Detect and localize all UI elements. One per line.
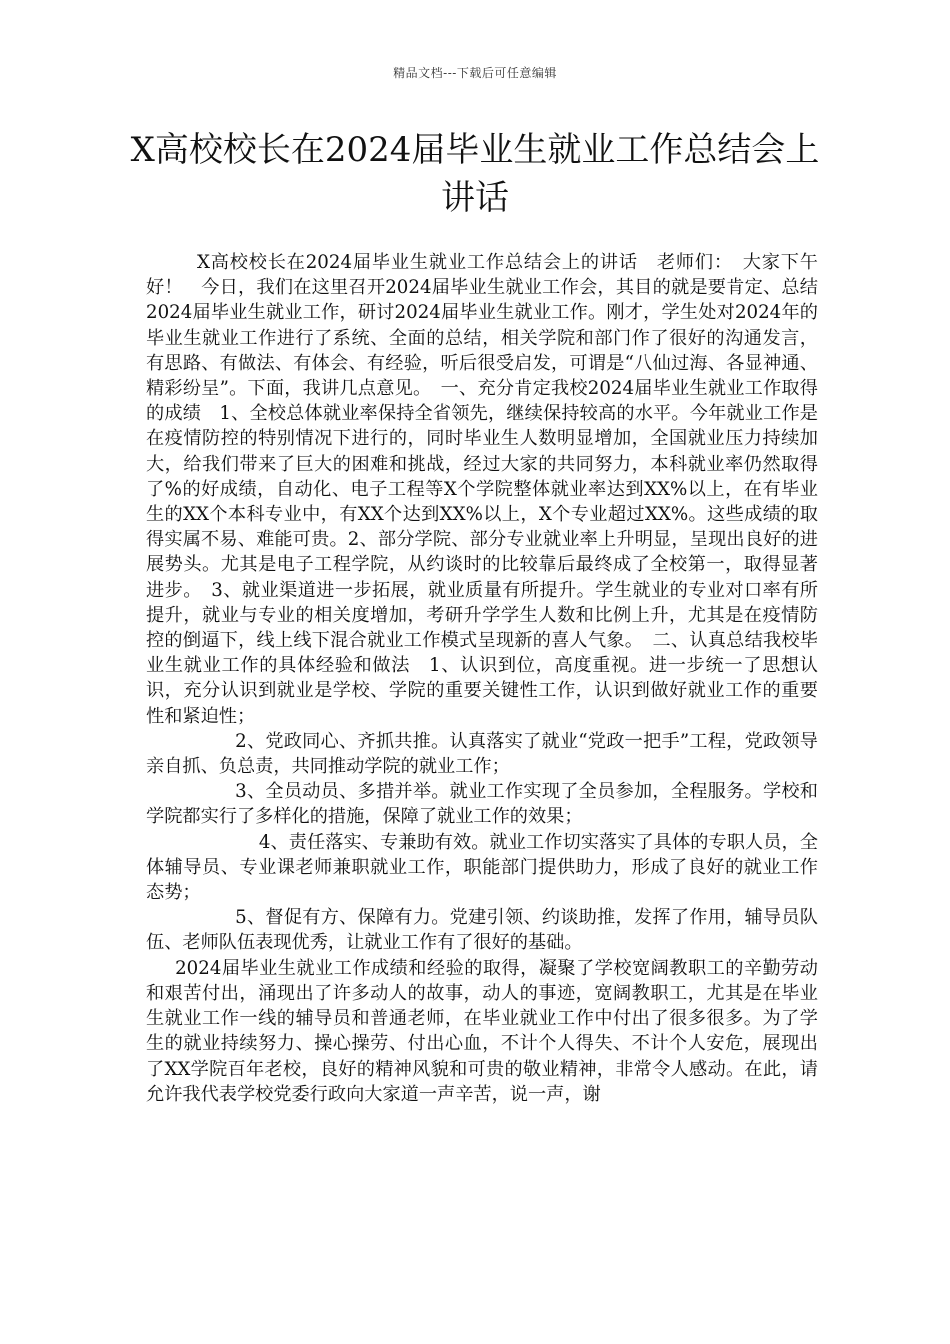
paragraph: 3、全员动员、多措并举。就业工作实现了全员参加，全程服务。学校和学院都实行了多样化的措施，保障了就业工作的效果； — [146, 781, 818, 828]
header-note: 精品文档---下载后可任意编辑 — [393, 66, 557, 80]
paragraph: 4、责任落实、专兼助有效。就业工作切实落实了具体的专职人员，全体辅导员、专业课老师兼职就业工作，职能部门提供助力，形成了良好的就业工作态势； — [146, 831, 818, 904]
document-title: X高校校长在2024届毕业生就业工作总结会上讲话 — [130, 130, 820, 218]
document-body — [146, 250, 818, 1107]
paragraph: X高校校长在2024届毕业生就业工作总结会上的讲话 老师们： 大家下午好！ 今日，我们在这里召开2024届毕业生就业工作会，其目的就是要肯定、总结2024届毕业生就业工作，研讨2024届毕业生就业工作。刚才，学生处对2024年的毕业生就业工作进行了系统、全面的总结，相关学院和部门作了很好的沟通发言，有思路、有做法、有体会、有经验，听后很受启发，可谓是“八仙过海、各显神通、精彩纷呈”。下面，我讲几点意见。 一、充分肯定我校2024届毕业生就业工作取得的成绩 1、全校总体就业率保持全省领先，继续保持较高的水平。今年就业工作是在疫情防控的特别情况下进行的，同时毕业生人数明显增加，全国就业压力持续加大，给我们带来了巨大的困难和挑战，经过大家的共同努力，本科就业率仍然取得了%的好成绩，自动化、电子工程等X个学院整体就业率达到XX%以上，在有毕业生的XX个本科专业中，有XX个达到XX%以上，X个专业超过XX%。这些成绩的取得实属不易、难能可贵。2、部分学院、部分专业就业率上升明显，呈现出良好的进展势头。尤其是电子工程学院，从约谈时的比较靠后最终成了全校第一，取得显著进步。 3、就业渠道进一步拓展，就业质量有所提升。学生就业的专业对口率有所提升，就业与专业的相关度增加，考研升学学生人数和比例上升，尤其是在疫情防控的倒逼下，线上线下混合就业工作模式呈现新的喜人气象。 二、认真总结我校毕业生就业工作的具体经验和做法 1、认识到位，高度重视。进一步统一了思想认识，充分认识到就业是学校、学院的重要关键性工作，认识到做好就业工作的重要性和紧迫性； — [146, 252, 818, 727]
paragraph: 2024届毕业生就业工作成绩和经验的取得，凝聚了学校宽阔教职工的辛勤劳动和艰苦付出，涌现出了许多动人的故事，动人的事迹，宽阔教职工，尤其是在毕业生就业工作一线的辅导员和普通老师，在毕业就业工作中付出了很多很多。为了学生的就业持续努力、操心操劳、付出心血，不计个人得失、不计个人安危，展现出了XX学院百年老校，良好的精神风貌和可贵的敬业精神，非常令人感动。在此，请允许我代表学校党委行政向大家道一声辛苦，说一声，谢 — [146, 957, 818, 1105]
paragraph: 5、督促有方、保障有力。党建引领、约谈助推，发挥了作用，辅导员队伍、老师队伍表现优秀，让就业工作有了很好的基础。 — [146, 907, 818, 954]
paragraph: 2、党政同心、齐抓共推。认真落实了就业“党政一把手”工程，党政领导亲自抓、负总责，共同推动学院的就业工作； — [146, 730, 818, 778]
